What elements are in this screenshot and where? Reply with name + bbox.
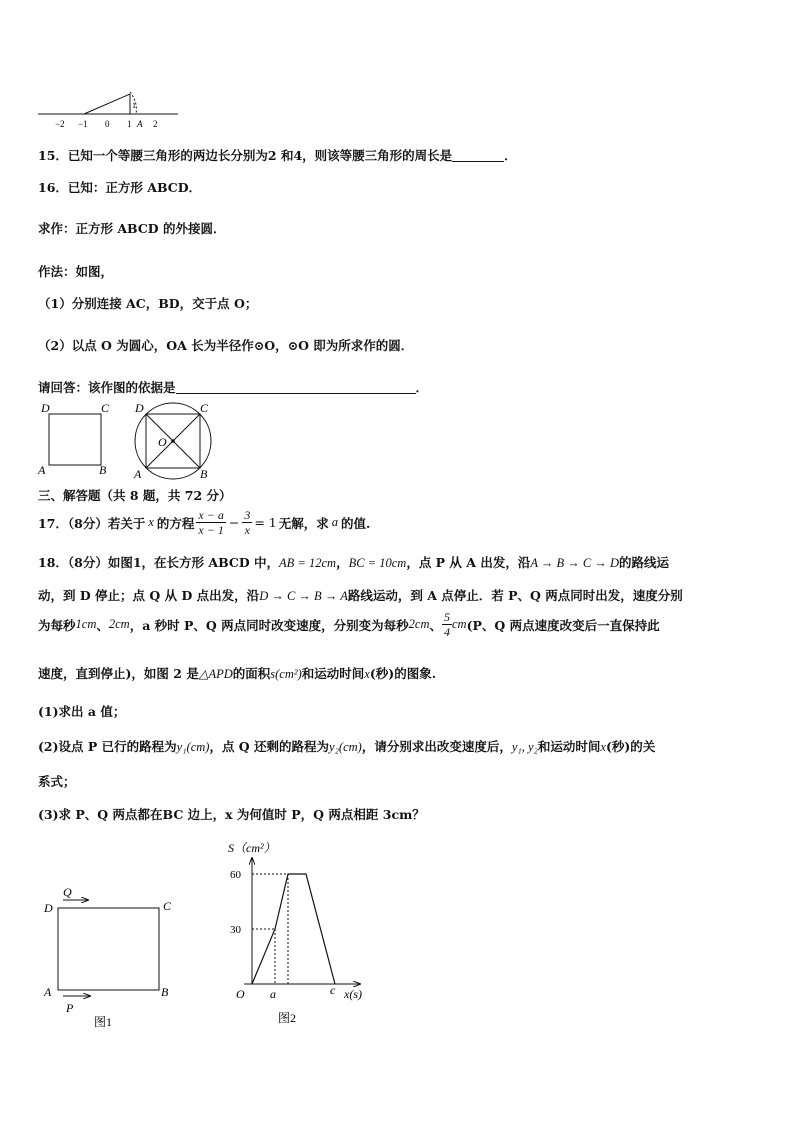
q17-suffix2: 的值. [341,515,371,531]
vertex-B: B [161,985,169,999]
q16-task: 求作：正方形 ABCD 的外接圆． [38,221,226,236]
vertex-A: A [44,985,52,999]
q18-part3: (3)求 P、Q 两点都在BC 边上，x 为何值时 P，Q 两点相距 3cm？ [38,807,425,822]
q18-line4-d: (秒)的图象. [369,666,437,681]
question-15 [38,146,517,164]
circumcircle-figure [128,396,228,480]
tick-neg2: −2 [55,119,65,129]
x-tick-a: a [270,987,276,1001]
q15-text: 15．已知一个等腰三角形的两边长分别为2 和4，则该等腰三角形的周长是 [38,148,453,163]
q18-line3-a: 为每秒 [38,617,76,633]
square-figure [35,398,115,478]
q16-step1: （1）分别连接 AC，BD，交于点 O； [38,296,258,311]
q17-mid: 的方程 [156,515,195,531]
label-one: 1 [132,101,136,110]
q18-sep: ， [336,555,349,570]
q17-suffix1: 无解，求 [278,515,329,531]
q17-frac1-den: x − 1 [198,523,224,537]
section-3-title: 三、解答题（共 8 题，共 72 分） [38,488,232,503]
x-tick-c: c [330,983,336,997]
question-17 [38,508,370,537]
q18-frac-den: 4 [443,625,450,639]
q18-part2-c: ，请分别求出改变速度后， [361,739,512,754]
q18-part2-d: 和运动时间 [537,739,601,754]
q17-prefix: 17．（8分）若关于 [38,515,146,531]
tick-2: 2 [153,119,158,129]
vertex-C: C [163,899,172,913]
x-axis-label: x(s) [344,987,362,1001]
figure-2-graph [222,836,382,1031]
q17-frac2-den: x [244,523,250,537]
q18-line2-a: 动，到 D 停止；点 Q 从 D 点出发，沿 [38,588,260,603]
vertex-D: D [135,401,144,415]
q18-s-unit: s(cm²) [270,667,302,681]
q18-part1: (1)求出 a 值； [38,704,126,719]
q18-line3-b: 、 [96,617,109,633]
figure-2-caption: 图2 [278,1011,297,1025]
number-line-figure [30,84,180,134]
q18-line2-b: 路线运动，到 A 点停止．若 P、Q 两点同时出发，速度分别 [347,588,683,603]
q18-bc: BC = 10cm [348,556,407,570]
q18-line-4 [38,664,436,682]
rectangle-abcd [58,908,159,990]
q18-speed2: 2cm [108,617,130,631]
tick-1: 1 [127,119,132,129]
q18-line1-c: 的路线运 [619,555,670,570]
center-point [171,439,175,443]
figure-1-rectangle [36,880,186,1030]
q18-speed4-fraction [442,610,452,639]
y-tick-60: 60 [230,869,241,881]
q18-line-1 [38,553,669,571]
q15-answer-blank[interactable] [452,149,504,162]
tick-0: 0 [105,119,110,129]
q18-part2-cont: 系式； [38,774,76,789]
q18-line-3 [38,610,660,639]
q18-part2-a: (2)设点 P 已行的路程为 [38,739,177,754]
q18-speed1: 1cm [75,617,97,631]
center-O: O [158,435,167,449]
q17-eq: = 1 [254,515,277,530]
q18-triangle: △APD [198,667,233,681]
q16-answer-prompt: 请回答：该作图的依据是 [38,380,176,395]
y-tick-30: 30 [230,924,241,936]
point-P: P [66,1001,74,1015]
figure-1-caption: 图1 [94,1015,113,1029]
q16-step2: （2）以点 O 为圆心，OA 长为半径作⊙O，⊙O 即为所求作的圆． [38,338,414,353]
q16-answer-blank[interactable] [176,381,416,394]
q18-line1-b: ，点 P 从 A 出发，沿 [406,555,531,570]
vertex-B: B [99,463,107,477]
q15-end: ． [504,148,517,163]
vertex-D: D [41,401,50,415]
q17-frac2-num: 3 [244,508,251,522]
origin-O: O [236,987,245,1001]
q16-answer-end: ． [415,380,429,395]
q18-line1-a: 18．（8分）如图1，在长方形 ABCD 中， [38,555,280,570]
q18-y1: y₁(cm) [176,740,210,754]
tick-neg1: −1 [78,119,88,129]
q17-var-x: x [148,515,154,529]
q18-line4-b: 的面积 [232,666,271,681]
q18-part2-x: x [600,740,606,754]
q18-y1y2: y₁, y₂ [511,740,538,754]
q18-line4-c: 和运动时间 [301,666,365,681]
square-abcd [49,414,101,465]
q17-fraction-1 [196,508,225,537]
q18-y2: y₂(cm) [329,740,362,754]
label-A: A [137,119,143,129]
vertex-C: C [101,401,110,415]
vertex-A: A [134,467,142,480]
y-axis-label: S（cm²） [228,841,276,855]
q18-frac-num: 5 [443,610,450,624]
q16-answer-line [38,378,428,396]
q18-x-var: x [364,667,370,681]
q18-path1: A → B → C → D [530,556,619,570]
q17-fraction-2 [242,508,252,537]
q18-part2-e: (秒)的关 [605,739,656,754]
q18-path2: D → C → B → A [259,589,348,603]
q17-frac1-num: x − a [198,508,224,522]
vertex-D: D [44,901,53,915]
q18-line3-c: ，a 秒时 P、Q 两点同时改变速度，分别变为每秒 [129,617,409,633]
q17-var-a: a [331,515,339,529]
q18-frac-unit: cm [451,617,467,631]
vertex-C: C [200,401,209,415]
q18-ab: AB = 12cm [279,556,337,570]
vertex-A: A [38,463,46,477]
point-Q: Q [63,885,72,899]
q16-method: 作法：如图， [38,264,114,279]
q18-line-2 [38,586,683,604]
q18-line3-e: (P、Q 两点速度改变后一直保持此 [466,617,660,633]
q16-given: 16．已知：正方形 ABCD． [38,180,202,195]
q18-part2-b: ，点 Q 还剩的路程为 [209,739,330,754]
q18-line3-d: 、 [429,617,442,633]
q18-speed3: 2cm [408,617,430,631]
q18-part2 [38,737,655,755]
triangle-hypotenuse [84,94,130,114]
q17-minus: − [228,515,240,530]
vertex-B: B [200,467,208,480]
q18-line4-a: 速度，直到停止)，如图 2 是 [38,666,199,681]
